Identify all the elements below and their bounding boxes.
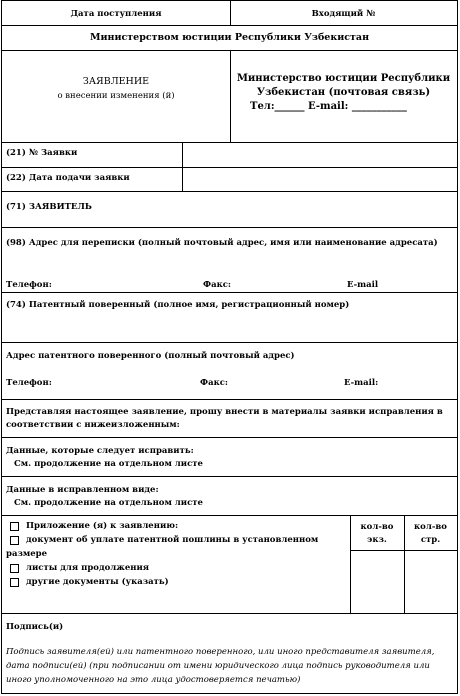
application-form (1, 0, 458, 694)
corrected-data-value: См. продолжение на отдельном листе (14, 498, 203, 508)
signature-label: Подпись(и) (6, 622, 64, 632)
application-subtitle: о внесении изменения (й) (57, 91, 175, 101)
divider (2, 399, 457, 400)
ministry-title: Министерством юстиции Республики Узбекистан (89, 32, 370, 43)
other-documents-label: другие документы (указать) (26, 577, 169, 587)
fee-document-checkbox[interactable] (10, 536, 19, 545)
copies-header-line-1: кол-во (360, 522, 394, 532)
continuation-sheets-label: листы для продолжения (26, 563, 150, 573)
signature-note: Подпись заявителя(ей) или патентного поверенного, или иного представителя заявителя, дата подписи(ей) (при подписании от имени юридического лица подпись руководителя или иного уполномоченного на это лица удостоверяется печатью) (6, 647, 435, 685)
divider (2, 476, 457, 477)
divider (2, 191, 457, 192)
attorney-address-label: Адрес патентного поверенного (полный почтовый адрес) (6, 351, 295, 361)
divider (2, 342, 457, 343)
patent-attorney-label: (74) Патентный поверенный (полное имя, регистрационный номер) (6, 300, 350, 310)
data-to-fix-value: См. продолжение на отдельном листе (14, 459, 203, 469)
divider (2, 515, 457, 516)
correspondence-address-label: (98) Адрес для переписки (полный почтовый адрес, имя или наименование адресата) (6, 238, 438, 248)
divider (2, 292, 457, 293)
incoming-number-label: Входящий № (311, 9, 376, 19)
attachments-checkbox[interactable] (10, 522, 19, 531)
copies-header-line-2: экз. (367, 535, 387, 545)
data-to-fix-label: Данные, которые следует исправить: (6, 446, 194, 456)
divider (2, 25, 457, 26)
filing-date-label: (22) Дата подачи заявки (6, 173, 130, 183)
corrected-data-label: Данные в исправленном виде: (6, 485, 159, 495)
divider (2, 227, 457, 228)
date-received-label: Дата поступления (70, 9, 162, 19)
addressee-line-2: Узбекистан (почтовая связь) (256, 87, 431, 98)
applicant-label: (71) ЗАЯВИТЕЛЬ (6, 202, 92, 212)
pages-header-line-1: кол-во (414, 522, 447, 532)
divider (2, 167, 457, 168)
email-label: E-mail (347, 280, 379, 290)
other-documents-checkbox[interactable] (10, 578, 19, 587)
divider (2, 142, 457, 143)
request-line-1: Представляя настоящее заявление, прошу внести в материалы заявки исправления в (6, 407, 443, 417)
continuation-sheets-checkbox[interactable] (10, 564, 19, 573)
divider (2, 613, 457, 614)
attorney-phone-label: Телефон: (6, 378, 52, 388)
application-title: ЗАЯВЛЕНИЕ (82, 76, 150, 87)
request-line-2: соответствии с нижеизложенным: (6, 420, 180, 430)
addressee-line-1: Министерство юстиции Республики (236, 73, 451, 84)
divider (182, 142, 183, 191)
application-number-label: (21) № Заявки (6, 148, 78, 158)
phone-label: Телефон: (6, 280, 52, 290)
divider (2, 437, 457, 438)
attachments-title: Приложение (я) к заявлению: (26, 521, 179, 531)
pages-header-line-2: стр. (420, 535, 441, 545)
attorney-fax-label: Факс: (200, 378, 229, 388)
attorney-email-label: E-mail: (344, 378, 379, 388)
fax-label: Факс: (203, 280, 232, 290)
fee-document-label: документ об уплате патентной пошлины в установленном (26, 535, 319, 545)
addressee-contacts: Тел:______ E-mail: ___________ (250, 101, 407, 112)
fee-document-label-continued: размере (6, 549, 48, 559)
